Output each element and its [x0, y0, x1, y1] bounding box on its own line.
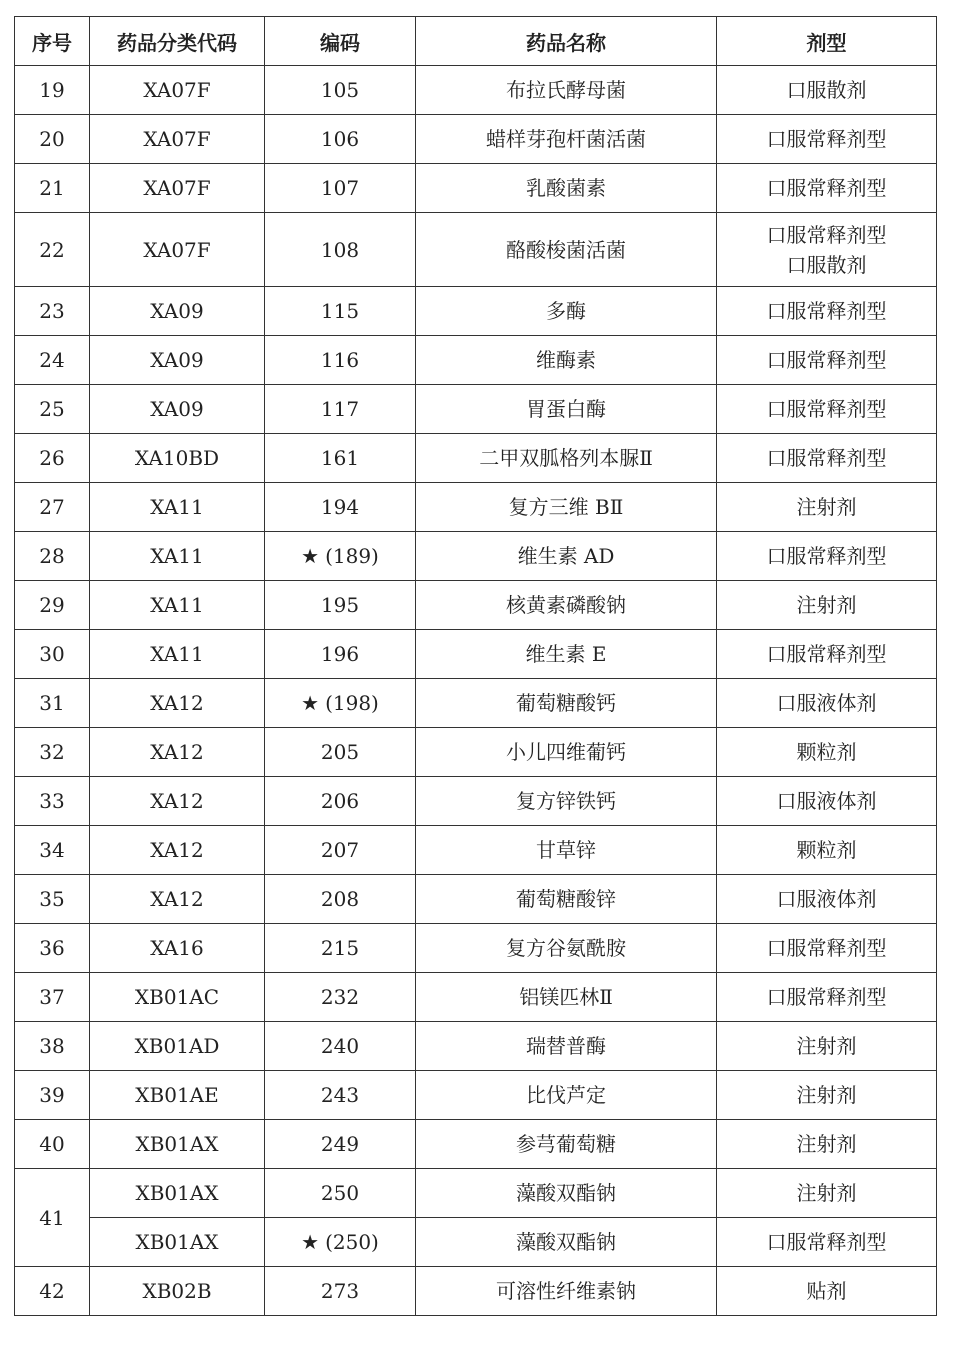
cell-seq: 27: [15, 483, 90, 532]
cell-code: [265, 434, 416, 483]
table-row: [15, 336, 937, 385]
cell-dosage-form: [717, 679, 937, 728]
cell-seq: 29: [15, 581, 90, 630]
dosage-form-value: 口服常释剂型: [766, 985, 887, 1009]
cell-drug-name: 复方锌铁钙: [416, 777, 717, 826]
cell-dosage-form: [717, 826, 937, 875]
dosage-form-value: 注射剂: [796, 1181, 857, 1205]
cell-dosage-form: [717, 483, 937, 532]
black-star-icon: ★: [301, 544, 320, 568]
dosage-form-value: 口服常释剂型: [766, 446, 887, 470]
cell-drug-name: 多酶: [416, 287, 717, 336]
code-value: 250: [320, 1181, 360, 1205]
table-row: [15, 1218, 937, 1267]
cell-seq: 35: [15, 875, 90, 924]
code-value: 115: [320, 299, 360, 323]
code-value: 105: [320, 78, 360, 102]
cell-seq: 22: [15, 213, 90, 287]
cell-code: [265, 336, 416, 385]
cell-category-code: XB01AE: [90, 1071, 265, 1120]
cell-category-code: XA12: [90, 679, 265, 728]
table-row: [15, 1071, 937, 1120]
table-row: [15, 777, 937, 826]
cell-drug-name: 维酶素: [416, 336, 717, 385]
cell-drug-name: 蜡样芽孢杆菌活菌: [416, 115, 717, 164]
cell-category-code: XB01AX: [90, 1120, 265, 1169]
cell-drug-name: 小儿四维葡钙: [416, 728, 717, 777]
cell-drug-name: 瑞替普酶: [416, 1022, 717, 1071]
code-value: 196: [320, 642, 360, 666]
code-value: 106: [320, 127, 360, 151]
cell-drug-name: 维生素 E: [416, 630, 717, 679]
table-row: [15, 532, 937, 581]
cell-dosage-form: [717, 66, 937, 115]
code-value: 107: [320, 176, 360, 200]
cell-seq: 24: [15, 336, 90, 385]
cell-code: [265, 630, 416, 679]
cell-category-code: XA11: [90, 532, 265, 581]
cell-drug-name: 复方谷氨酰胺: [416, 924, 717, 973]
cell-code: [265, 1267, 416, 1316]
dosage-form-value: 口服散剂: [786, 252, 867, 277]
code-value: (250): [325, 1230, 379, 1254]
cell-code: [265, 1022, 416, 1071]
dosage-form-value: 注射剂: [796, 1132, 857, 1156]
cell-seq: 32: [15, 728, 90, 777]
table-row: [15, 1022, 937, 1071]
cell-category-code: XB01AD: [90, 1022, 265, 1071]
cell-category-code: XB02B: [90, 1267, 265, 1316]
cell-code: [265, 213, 416, 287]
table-body: [15, 66, 937, 1316]
cell-seq: 26: [15, 434, 90, 483]
cell-seq: 36: [15, 924, 90, 973]
cell-code: [265, 679, 416, 728]
cell-code: [265, 728, 416, 777]
cell-drug-name: 乳酸菌素: [416, 164, 717, 213]
table-row: [15, 581, 937, 630]
dosage-form-value: 贴剂: [806, 1279, 847, 1303]
cell-drug-name: 酪酸梭菌活菌: [416, 213, 717, 287]
code-value: 208: [320, 887, 360, 911]
code-value: 273: [320, 1279, 360, 1303]
cell-dosage-form: [717, 213, 937, 287]
cell-seq: 41: [15, 1169, 90, 1267]
cell-seq: 38: [15, 1022, 90, 1071]
cell-drug-name: 维生素 AD: [416, 532, 717, 581]
cell-code: [265, 483, 416, 532]
cell-drug-name: 胃蛋白酶: [416, 385, 717, 434]
cell-category-code: XB01AX: [90, 1218, 265, 1267]
table-row: [15, 826, 937, 875]
header-seq: 序号: [15, 17, 90, 66]
code-value: 161: [320, 446, 360, 470]
cell-drug-name: 葡萄糖酸锌: [416, 875, 717, 924]
code-value: (198): [325, 691, 379, 715]
cell-category-code: XA07F: [90, 213, 265, 287]
code-value: 249: [320, 1132, 360, 1156]
dosage-form-value: 口服常释剂型: [766, 299, 887, 323]
code-value: (189): [325, 544, 379, 568]
dosage-form-value: 颗粒剂: [796, 740, 857, 764]
code-value: 194: [320, 495, 360, 519]
dosage-form-value: 口服常释剂型: [766, 222, 887, 247]
black-star-icon: ★: [301, 1230, 320, 1254]
table-row: [15, 679, 937, 728]
dosage-form-value: 注射剂: [796, 1083, 857, 1107]
table-row: [15, 115, 937, 164]
cell-dosage-form: [717, 728, 937, 777]
table-row: [15, 1120, 937, 1169]
cell-code: [265, 777, 416, 826]
cell-dosage-form: [717, 164, 937, 213]
black-star-icon: ★: [301, 691, 320, 715]
dosage-form-value: 注射剂: [796, 1034, 857, 1058]
cell-category-code: XB01AX: [90, 1169, 265, 1218]
code-value: 116: [320, 348, 360, 372]
cell-drug-name: 布拉氏酵母菌: [416, 66, 717, 115]
cell-code: [265, 1071, 416, 1120]
cell-category-code: XA07F: [90, 115, 265, 164]
table-row: [15, 483, 937, 532]
header-dosage-form: 剂型: [717, 17, 937, 66]
cell-seq: 25: [15, 385, 90, 434]
cell-dosage-form: [717, 434, 937, 483]
cell-code: [265, 826, 416, 875]
cell-code: [265, 66, 416, 115]
cell-category-code: XA11: [90, 630, 265, 679]
cell-seq: 37: [15, 973, 90, 1022]
cell-seq: 21: [15, 164, 90, 213]
code-value: 195: [320, 593, 360, 617]
cell-seq: 30: [15, 630, 90, 679]
cell-category-code: XA09: [90, 336, 265, 385]
cell-seq: 20: [15, 115, 90, 164]
table-row: [15, 875, 937, 924]
cell-code: [265, 1218, 416, 1267]
cell-drug-name: 比伐芦定: [416, 1071, 717, 1120]
cell-drug-name: 甘草锌: [416, 826, 717, 875]
cell-dosage-form: [717, 336, 937, 385]
dosage-form-value: 颗粒剂: [796, 838, 857, 862]
cell-dosage-form: [717, 385, 937, 434]
cell-code: [265, 115, 416, 164]
dosage-form-value: 注射剂: [796, 593, 857, 617]
cell-code: [265, 164, 416, 213]
cell-category-code: XA11: [90, 581, 265, 630]
cell-code: [265, 287, 416, 336]
cell-dosage-form: [717, 777, 937, 826]
table-row: [15, 287, 937, 336]
header-code: 编码: [265, 17, 416, 66]
cell-category-code: XA12: [90, 826, 265, 875]
cell-drug-name: 葡萄糖酸钙: [416, 679, 717, 728]
dosage-form-value: 口服常释剂型: [766, 397, 887, 421]
dosage-form-value: 口服液体剂: [776, 691, 877, 715]
cell-category-code: XA12: [90, 728, 265, 777]
cell-dosage-form: [717, 973, 937, 1022]
table-row: [15, 728, 937, 777]
dosage-form-value: 口服常释剂型: [766, 936, 887, 960]
dosage-form-value: 口服散剂: [786, 78, 867, 102]
cell-drug-name: 藻酸双酯钠: [416, 1218, 717, 1267]
code-value: 206: [320, 789, 360, 813]
cell-dosage-form: [717, 1120, 937, 1169]
cell-code: [265, 1169, 416, 1218]
dosage-form-value: 口服液体剂: [776, 789, 877, 813]
cell-dosage-form: [717, 630, 937, 679]
cell-seq: 42: [15, 1267, 90, 1316]
table-row: [15, 434, 937, 483]
code-value: 207: [320, 838, 360, 862]
header-drug-name: 药品名称: [416, 17, 717, 66]
cell-dosage-form: [717, 287, 937, 336]
cell-category-code: XA07F: [90, 66, 265, 115]
cell-dosage-form: [717, 1071, 937, 1120]
dosage-form-value: 口服常释剂型: [766, 642, 887, 666]
cell-code: [265, 1120, 416, 1169]
table-row: [15, 1267, 937, 1316]
cell-category-code: XA12: [90, 875, 265, 924]
cell-category-code: XA09: [90, 385, 265, 434]
cell-dosage-form: [717, 581, 937, 630]
cell-dosage-form: [717, 924, 937, 973]
cell-drug-name: 二甲双胍格列本脲Ⅱ: [416, 434, 717, 483]
cell-seq: 33: [15, 777, 90, 826]
table-row: [15, 924, 937, 973]
table-row: [15, 385, 937, 434]
cell-code: [265, 581, 416, 630]
cell-drug-name: 参芎葡萄糖: [416, 1120, 717, 1169]
cell-seq: 34: [15, 826, 90, 875]
table-row: [15, 66, 937, 115]
code-value: 205: [320, 740, 360, 764]
dosage-form-value: 注射剂: [796, 495, 857, 519]
cell-seq: 19: [15, 66, 90, 115]
cell-category-code: XA11: [90, 483, 265, 532]
header-row: [15, 17, 937, 66]
table-row: [15, 1169, 937, 1218]
code-value: 243: [320, 1083, 360, 1107]
cell-seq: 40: [15, 1120, 90, 1169]
code-value: 232: [320, 985, 360, 1009]
dosage-form-value: 口服常释剂型: [766, 127, 887, 151]
cell-code: [265, 973, 416, 1022]
table-header: [15, 17, 937, 66]
cell-dosage-form: [717, 115, 937, 164]
dosage-form-value: 口服常释剂型: [766, 544, 887, 568]
code-value: 240: [320, 1034, 360, 1058]
cell-seq: 28: [15, 532, 90, 581]
cell-seq: 31: [15, 679, 90, 728]
cell-dosage-form: [717, 1022, 937, 1071]
cell-dosage-form: [717, 1267, 937, 1316]
cell-category-code: XA12: [90, 777, 265, 826]
header-category-code: 药品分类代码: [90, 17, 265, 66]
cell-dosage-form: [717, 875, 937, 924]
code-value: 108: [320, 237, 360, 262]
table-row: [15, 973, 937, 1022]
cell-drug-name: 藻酸双酯钠: [416, 1169, 717, 1218]
cell-code: [265, 924, 416, 973]
dosage-form-value: 口服液体剂: [776, 887, 877, 911]
drug-table: [14, 16, 937, 1316]
table-row: [15, 213, 937, 287]
cell-seq: 23: [15, 287, 90, 336]
dosage-form-value: 口服常释剂型: [766, 1230, 887, 1254]
cell-code: [265, 385, 416, 434]
table-row: [15, 630, 937, 679]
cell-drug-name: 核黄素磷酸钠: [416, 581, 717, 630]
cell-code: [265, 875, 416, 924]
code-value: 215: [320, 936, 360, 960]
cell-drug-name: 铝镁匹林Ⅱ: [416, 973, 717, 1022]
cell-seq: 39: [15, 1071, 90, 1120]
cell-code: [265, 532, 416, 581]
cell-dosage-form: [717, 1218, 937, 1267]
cell-dosage-form: [717, 1169, 937, 1218]
cell-category-code: XA10BD: [90, 434, 265, 483]
dosage-form-value: 口服常释剂型: [766, 348, 887, 372]
cell-dosage-form: [717, 532, 937, 581]
cell-drug-name: 可溶性纤维素钠: [416, 1267, 717, 1316]
table-row: [15, 164, 937, 213]
cell-category-code: XA16: [90, 924, 265, 973]
cell-category-code: XB01AC: [90, 973, 265, 1022]
cell-drug-name: 复方三维 BⅡ: [416, 483, 717, 532]
code-value: 117: [320, 397, 360, 421]
cell-category-code: XA07F: [90, 164, 265, 213]
cell-category-code: XA09: [90, 287, 265, 336]
dosage-form-value: 口服常释剂型: [766, 176, 887, 200]
